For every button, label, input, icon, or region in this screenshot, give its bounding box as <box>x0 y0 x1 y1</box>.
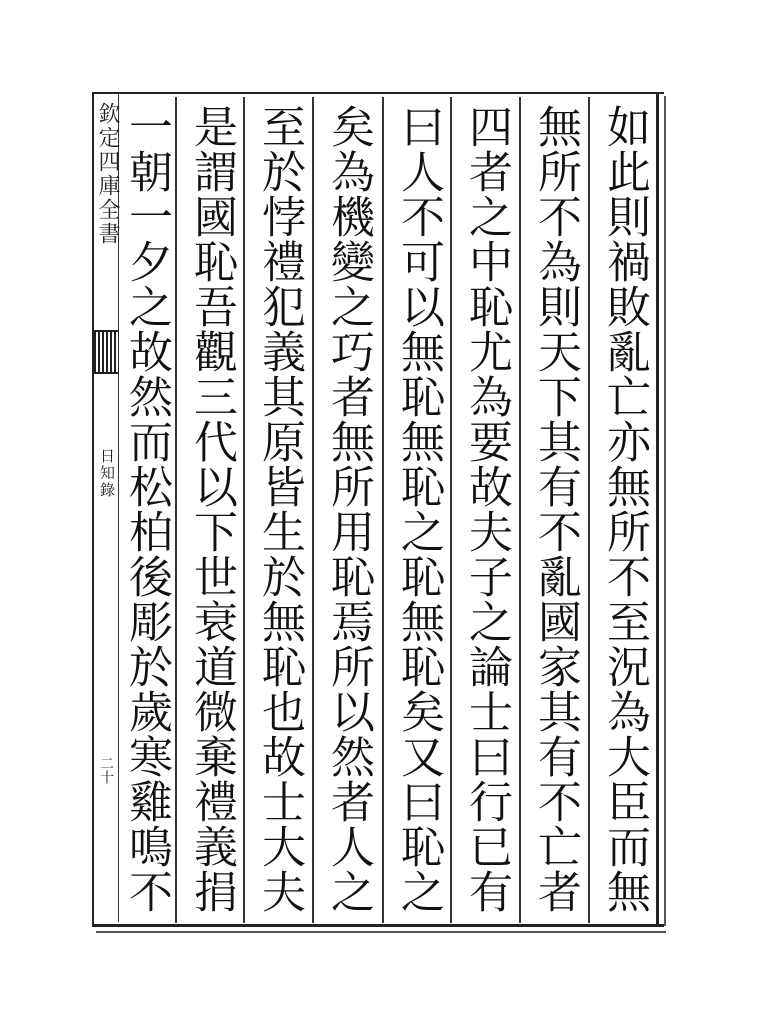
frame-top-border <box>92 92 664 94</box>
margin-book-title: 日知錄 <box>98 448 116 499</box>
text-column-3: 四者之中恥尤為要故夫子之論士曰行已有 <box>461 104 512 914</box>
column-rule <box>450 97 452 923</box>
text-column-5: 矣為機變之巧者無所用恥焉所以然者人之 <box>323 104 374 914</box>
column-rule <box>243 97 245 923</box>
text-column-4: 曰人不可以無恥無恥之恥無恥矣又曰恥之 <box>393 104 444 914</box>
column-rule <box>382 97 384 923</box>
column-rule <box>588 97 590 923</box>
frame-bottom-border <box>92 924 664 927</box>
text-column-1: 如此則禍敗亂亡亦無所不至況為大臣而無 <box>599 104 650 914</box>
frame-bottom-outer-border <box>96 931 666 933</box>
column-rule <box>519 97 521 923</box>
fish-tail-mark <box>94 330 118 374</box>
column-rule <box>312 97 314 923</box>
text-column-6: 至於悖禮犯義其原皆生於無恥也故士大夫 <box>254 104 305 914</box>
frame-right-outer-border <box>664 96 666 926</box>
frame-right-border <box>656 92 659 926</box>
margin-collection-title: 欽定四庫全書 <box>95 102 120 246</box>
text-column-8: 一朝一夕之故然而松柏後彫於歲寒雞鳴不 <box>121 104 172 914</box>
margin-page-number: 二十 <box>98 756 114 784</box>
column-rule <box>175 97 177 923</box>
text-column-2: 無所不為則天下其有不亂國家其有不亡者 <box>530 104 581 914</box>
text-column-7: 是謂國恥吾觀三代以下世衰道微棄禮義捐 <box>186 104 237 914</box>
